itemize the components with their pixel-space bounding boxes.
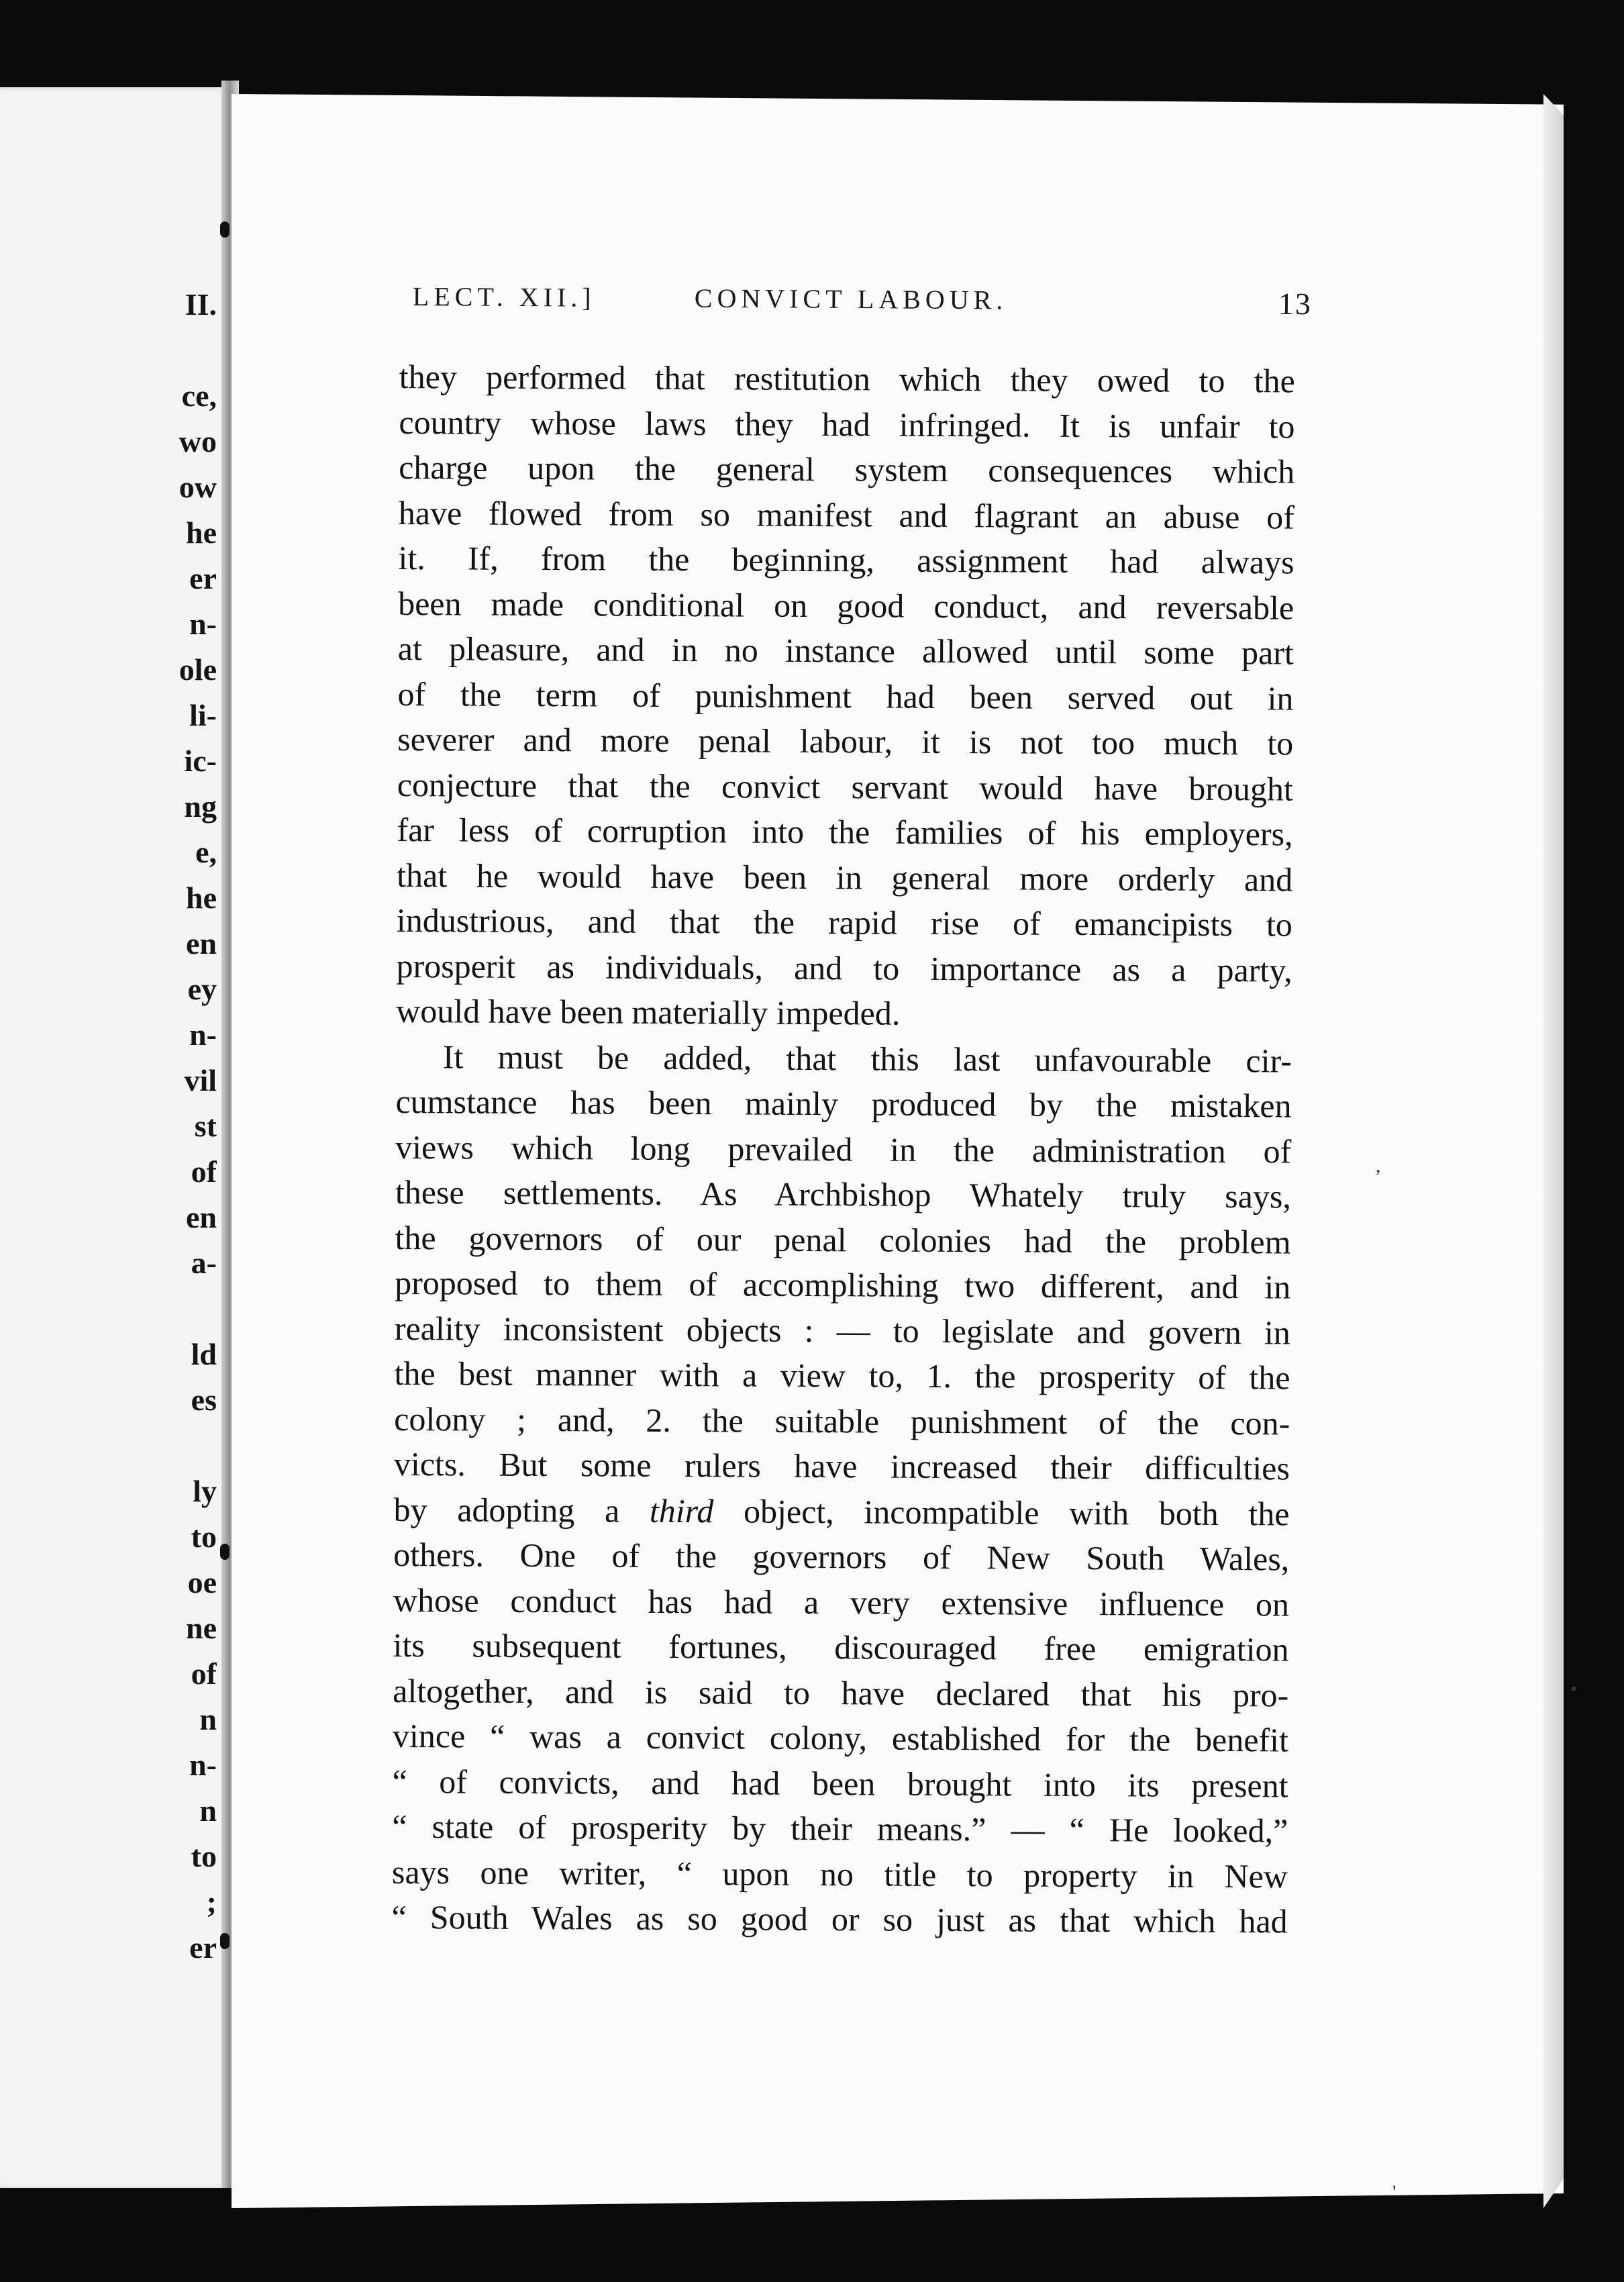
page-body-text <box>391 354 1295 1944</box>
line-fragment: of <box>191 1154 217 1189</box>
line-fragment: n- <box>189 1748 217 1782</box>
binding-stitch <box>220 1933 230 1949</box>
text-line: the best manner with a view to, 1. the prosperity of the <box>394 1354 1290 1397</box>
text-line: proposed to them of accomplishing two different, and in <box>395 1263 1291 1306</box>
line-fragment: ey <box>187 972 217 1006</box>
line-fragment: n <box>199 1702 217 1736</box>
line-fragment: ow <box>179 470 217 504</box>
text-line: of the term of punishment had been served out in <box>397 675 1294 717</box>
text-line: country whose laws they had infringed. It is unfair to <box>399 403 1295 446</box>
text-line: vince “ was a convict colony, established for the benefit <box>392 1716 1289 1759</box>
text-line: prosperit as individuals, and to importance as a party, <box>396 946 1292 989</box>
text-line: it. If, from the beginning, assignment had always <box>398 538 1295 581</box>
line-fragment: of <box>191 1656 217 1691</box>
text-line: at pleasure, and in no instance allowed until some part <box>397 629 1294 672</box>
text-line: have flowed from so manifest and flagrant an abuse of <box>398 493 1295 536</box>
text-line: industrious, and that the rapid rise of emancipists to <box>396 901 1293 944</box>
text-line: cumstance has been mainly produced by the mistaken <box>395 1082 1292 1125</box>
italic-emphasis: third <box>649 1491 714 1530</box>
running-head <box>413 281 1312 326</box>
text-line: “ state of prosperity by their means.” — “ He looked,” <box>392 1807 1288 1850</box>
line-fragment: ly <box>193 1474 217 1508</box>
text-line: views which long prevailed in the administration of <box>395 1128 1292 1171</box>
line-fragment: he <box>186 515 217 550</box>
text-line-with-italic <box>393 1487 1289 1536</box>
text-line: whose conduct has had a very extensive influence on <box>393 1581 1290 1624</box>
line-fragment: n <box>199 1793 217 1828</box>
text-line: says one writer, “ upon no title to property in New <box>391 1852 1288 1895</box>
line-fragment: ic- <box>184 744 217 778</box>
text-line: colony ; and, 2. the suitable punishment of the con- <box>394 1399 1290 1442</box>
line-fragment: to <box>191 1520 217 1554</box>
line-fragment: er <box>189 1930 217 1965</box>
text-line: “ South Wales as so good or so just as that which had <box>391 1897 1288 1940</box>
line-fragment: to <box>191 1839 217 1873</box>
line-fragment: st <box>194 1109 217 1143</box>
line-fragment: oe <box>187 1565 217 1599</box>
text-segment: by adopting a <box>393 1490 620 1530</box>
line-fragment: wo <box>179 424 217 458</box>
paragraph-first-line: It must be added, that this last unfavourable cir- <box>442 1037 1292 1080</box>
line-fragment: a- <box>191 1246 217 1280</box>
line-fragment: li- <box>189 698 217 732</box>
line-fragment: en <box>186 926 217 960</box>
line-fragment: II. <box>185 287 217 321</box>
line-fragment: e, <box>195 835 217 869</box>
line-fragment <box>123 328 217 373</box>
previous-page-line-endings <box>123 282 217 1971</box>
line-fragment <box>123 1423 217 1469</box>
previous-page <box>0 87 232 2188</box>
text-line: victs. But some rulers have increased their difficulties <box>393 1444 1290 1487</box>
chapter-reference: LECT. XII.] <box>412 281 596 313</box>
running-title: CONVICT LABOUR. <box>694 283 1008 315</box>
binding-stitch <box>220 1544 230 1560</box>
text-line: been made conditional on good conduct, and reversable <box>398 584 1295 627</box>
line-fragment: n- <box>189 1018 217 1052</box>
line-fragment: n- <box>189 607 217 641</box>
text-line: far less of corruption into the families of his employers, <box>397 810 1293 853</box>
line-fragment: ole <box>179 652 217 687</box>
text-line: altogether, and is said to have declared that his pro- <box>393 1671 1289 1714</box>
text-line: “ of convicts, and had been brought into its present <box>392 1762 1288 1804</box>
page-number: 13 <box>1278 286 1312 321</box>
line-fragment: en <box>186 1200 217 1234</box>
scan-speck: ' <box>1392 2181 1397 2203</box>
text-line: its subsequent fortunes, discouraged free emigration <box>393 1626 1289 1669</box>
text-line: charge upon the general system consequences which <box>399 448 1295 491</box>
line-fragment: ng <box>184 789 217 824</box>
line-fragment: ce, <box>181 379 217 413</box>
text-line: that he would have been in general more orderly and <box>397 856 1293 899</box>
line-fragment: ne <box>186 1611 217 1645</box>
page-edge <box>1543 94 1564 2208</box>
text-line: reality inconsistent objects : — to legislate and govern in <box>394 1309 1291 1352</box>
line-fragment: er <box>189 561 217 595</box>
text-line: they performed that restitution which they owed to the <box>399 357 1295 400</box>
text-line: the governors of our penal colonies had the problem <box>395 1218 1291 1261</box>
line-fragment: ; <box>206 1885 217 1919</box>
text-line: others. One of the governors of New South Wales, <box>393 1535 1290 1578</box>
line-fragment: es <box>191 1383 217 1417</box>
binding-stitch <box>220 221 230 238</box>
line-fragment: he <box>186 881 217 915</box>
line-fragment: ld <box>191 1337 217 1371</box>
text-line: conjecture that the convict servant would have brought <box>397 765 1293 808</box>
line-fragment: vil <box>184 1063 217 1097</box>
scan-speck: • <box>1570 1678 1578 1700</box>
text-line: these settlements. As Archbishop Whately truly says, <box>395 1173 1292 1216</box>
text-segment: object, incompatible with both the <box>743 1492 1290 1533</box>
text-line: severer and more penal labour, it is not too much to <box>397 720 1294 762</box>
scan-speck: , <box>1376 1154 1381 1177</box>
text-line: would have been materially impeded. <box>396 991 901 1032</box>
line-fragment <box>123 1286 217 1332</box>
